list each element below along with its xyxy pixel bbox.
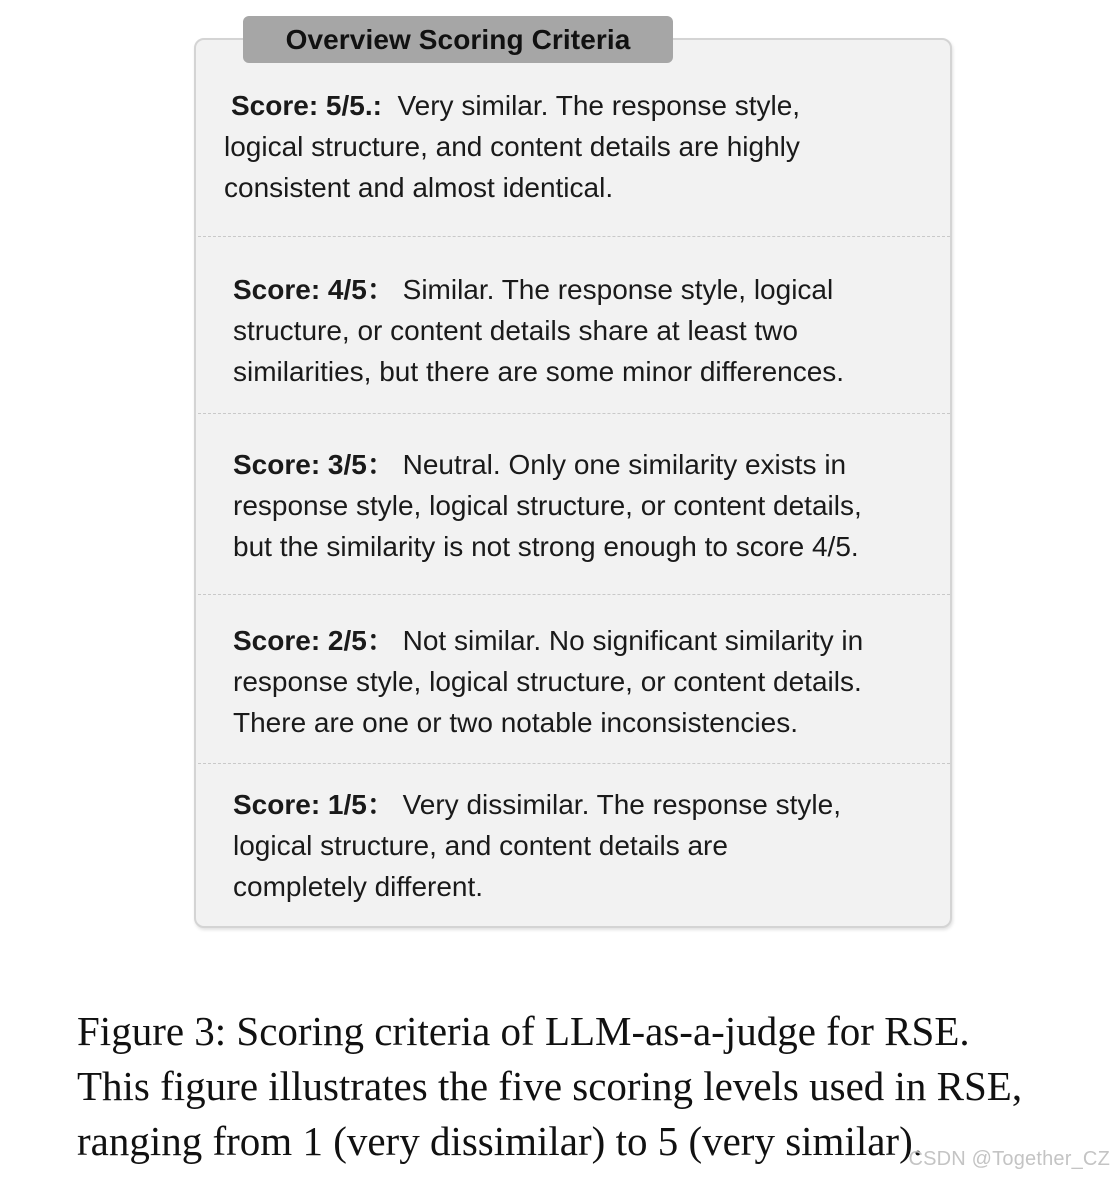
divider bbox=[198, 413, 950, 414]
box-title: Overview Scoring Criteria bbox=[243, 16, 673, 63]
criterion-text: Very similar. The response style, bbox=[397, 90, 801, 121]
divider bbox=[198, 236, 950, 237]
caption-line: This figure illustrates the five scoring levels used in RSE, bbox=[77, 1063, 1023, 1109]
criterion-line bbox=[233, 784, 841, 825]
criterion-score-3 bbox=[233, 444, 862, 567]
criterion-line: similarities, but there are some minor differences. bbox=[233, 356, 845, 387]
watermark: CSDN @Together_CZ bbox=[908, 1148, 1110, 1170]
criterion-line bbox=[224, 85, 800, 126]
figure-caption bbox=[77, 1004, 1087, 1169]
caption-line: ranging from 1 (very dissimilar) to 5 (very similar). bbox=[77, 1118, 923, 1164]
criterion-line: response style, logical structure, or content details. bbox=[233, 666, 862, 697]
criterion-line: There are one or two notable inconsistencies. bbox=[233, 707, 798, 738]
criterion-line: consistent and almost identical. bbox=[224, 172, 614, 203]
criterion-line: logical structure, and content details are highly bbox=[224, 131, 800, 162]
criterion-line bbox=[233, 620, 863, 661]
criterion-line bbox=[233, 444, 862, 485]
criterion-line: completely different. bbox=[233, 871, 484, 902]
caption-line: Figure 3: Scoring criteria of LLM-as-a-judge for RSE. bbox=[77, 1008, 970, 1054]
score-label: Score: 1/5： bbox=[233, 789, 395, 820]
criterion-score-5 bbox=[224, 85, 800, 208]
criterion-score-2 bbox=[233, 620, 863, 743]
score-label: Score: 4/5： bbox=[233, 274, 395, 305]
divider bbox=[198, 763, 950, 764]
criterion-text: Similar. The response style, logical bbox=[402, 274, 834, 305]
criterion-line: but the similarity is not strong enough to score 4/5. bbox=[233, 531, 859, 562]
score-label: Score: 2/5： bbox=[233, 625, 395, 656]
criterion-score-4 bbox=[233, 269, 844, 392]
criterion-line: logical structure, and content details are bbox=[233, 830, 728, 861]
criterion-line bbox=[233, 269, 844, 310]
criterion-line: response style, logical structure, or content details, bbox=[233, 490, 862, 521]
criterion-line: structure, or content details share at least two bbox=[233, 315, 798, 346]
criterion-text: Not similar. No significant similarity in bbox=[402, 625, 864, 656]
score-label: Score: 3/5： bbox=[233, 449, 395, 480]
criterion-text: Very dissimilar. The response style, bbox=[402, 789, 841, 820]
criterion-score-1 bbox=[233, 784, 841, 907]
criterion-text: Neutral. Only one similarity exists in bbox=[402, 449, 847, 480]
score-label: Score: 5/5.: bbox=[231, 90, 382, 121]
divider bbox=[198, 594, 950, 595]
